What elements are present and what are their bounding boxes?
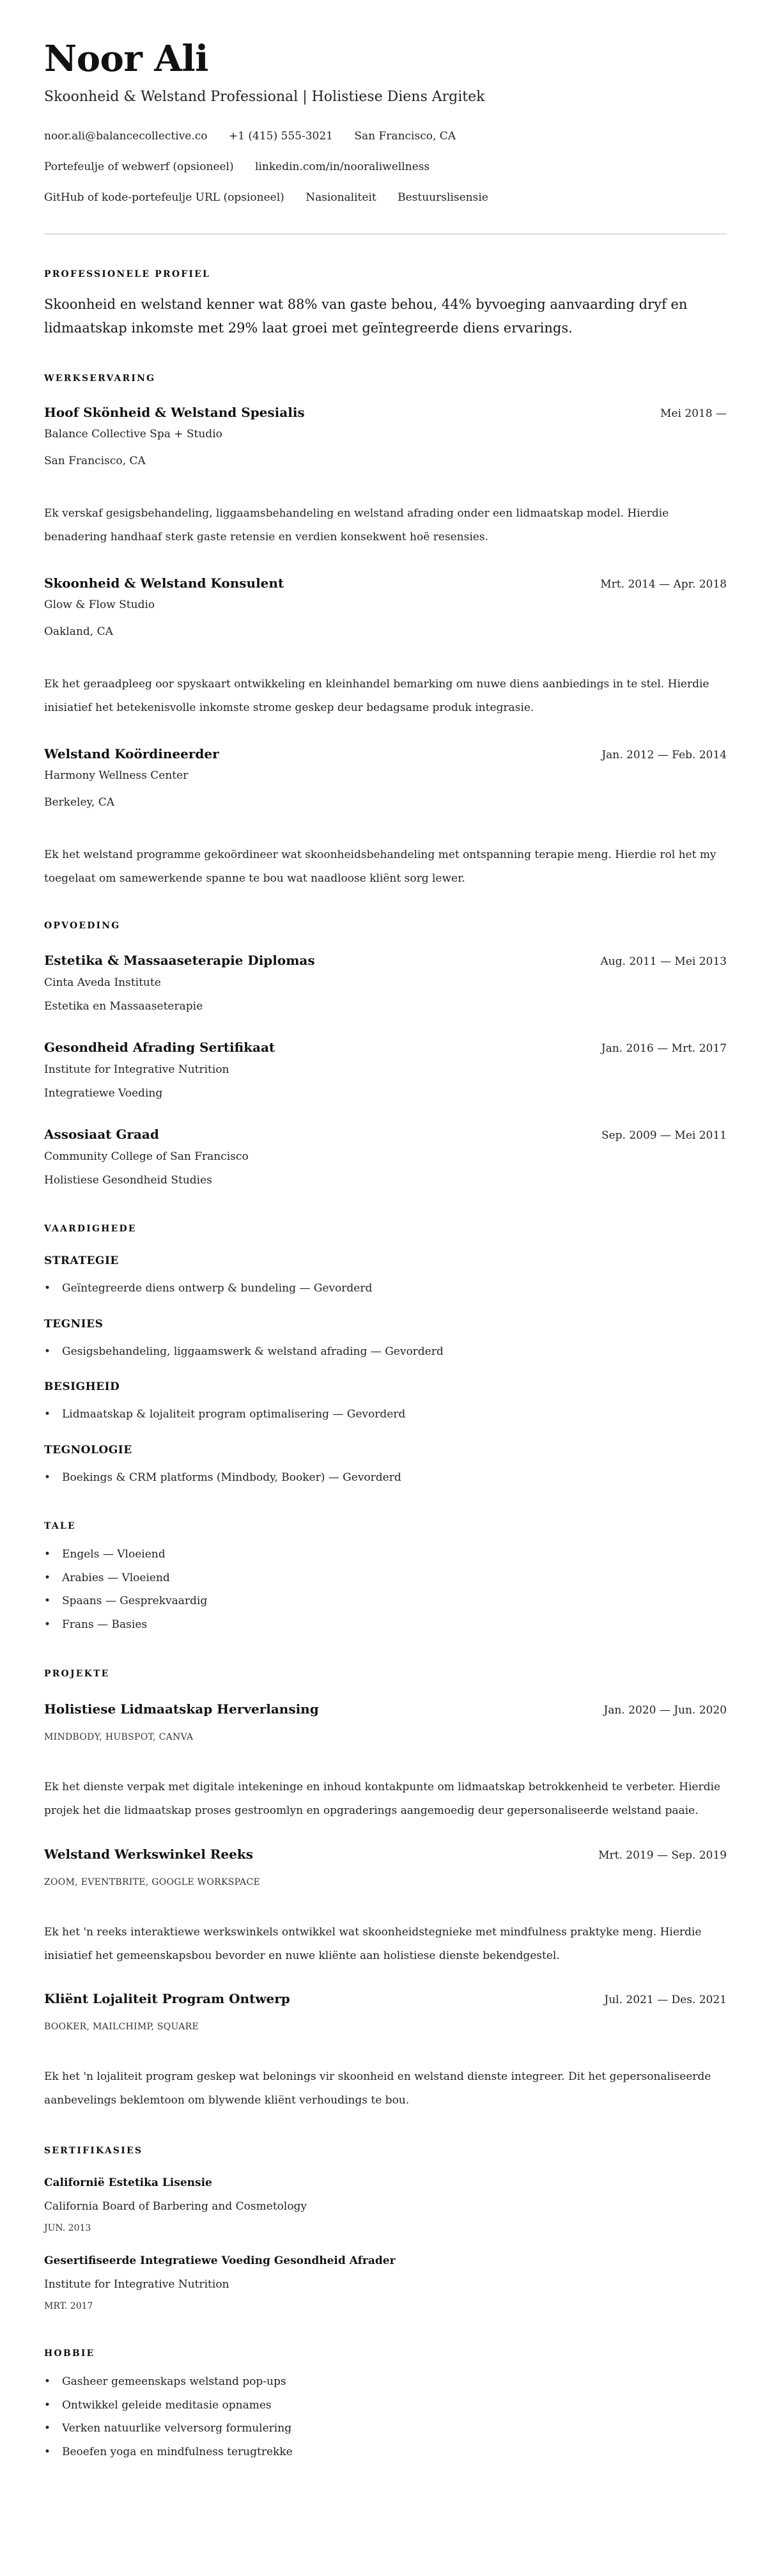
section-heading: HOBBIE [44, 2348, 95, 2359]
resume-header [44, 40, 727, 207]
project-dates: Mrt. 2019 — Sep. 2019 [598, 1848, 727, 1862]
field-of-study: Holistiese Gesondheid Studies [44, 1174, 212, 1187]
company-name: Harmony Wellness Center [44, 769, 189, 782]
drivers-license: Bestuurslisensie [398, 191, 488, 204]
institution-name: Institute for Integrative Nutrition [44, 1063, 229, 1076]
job-dates: Jan. 2012 — Feb. 2014 [601, 749, 727, 761]
job-dates: Mrt. 2014 — Apr. 2018 [600, 578, 727, 591]
education-entry [44, 951, 727, 1019]
project-description: Ek het dienste verpak met digitale intekeninge en inhoud kontakpunte om lidmaatskap betrokkenheid te verbeter. Hierdie projek het die lidmaatskap proses gestroomlyn en opgraderings aangemoedig deur gepersonaliseerde welstand paaie. [44, 1781, 720, 1817]
section-heading: WERKSERVARING [44, 373, 156, 384]
education-dates: Aug. 2011 — Mei 2013 [600, 955, 727, 968]
project-entry [44, 1845, 727, 1968]
education-section [44, 919, 727, 1192]
certification-entry [44, 2174, 727, 2235]
job-description: Ek verskaf gesigsbehandeling, liggaamsbehandeling en welstand afrading onder een lidmaatskap model. Hierdie benadering handhaaf sterk gaste retensie en verdien konsekwent hoë resensies. [44, 507, 669, 543]
certification-date: JUN. 2013 [44, 2223, 91, 2233]
skill-item: • Gesigsbehandeling, liggaamswerk & welstand afrading — Gevorderd [44, 1340, 727, 1364]
job-description: Ek het welstand programme gekoördineer wat skoonheidsbehandeling met ontspanning terapie meng. Hierdie rol het my toegelaat om samewerkende spanne te bou wat naadloose kliënt sorg lewer. [44, 848, 717, 885]
language-item: • Spaans — Gesprekvaardig [44, 1589, 727, 1613]
hobby-item: • Verken natuurlike velversorg formulering [44, 2417, 727, 2440]
hobbies-section [44, 2347, 727, 2463]
skill-item: • Lidmaatskap & lojaliteit program optimalisering — Gevorderd [44, 1403, 727, 1426]
phone-number: +1 (415) 555-3021 [228, 130, 333, 143]
job-dates: Mei 2018 — [660, 407, 727, 420]
degree-title: Estetika & Massaaseterapie Diplomas [44, 953, 315, 968]
section-heading: PROJEKTE [44, 1669, 110, 1679]
education-dates: Sep. 2009 — Mei 2011 [601, 1129, 727, 1142]
contact-info [44, 127, 727, 207]
project-title: Welstand Werkswinkel Reeks [44, 1846, 253, 1862]
profile-section [44, 268, 727, 340]
hobby-item: • Ontwikkel geleide meditasie opnames [44, 2394, 727, 2417]
skill-group-title: TEGNOLOGIE [44, 1443, 132, 1456]
email-link[interactable]: noor.ali@balancecollective.co [44, 130, 208, 143]
degree-title: Assosiaat Graad [44, 1127, 159, 1142]
hobby-list [44, 2370, 727, 2463]
skill-list [44, 1340, 727, 1364]
certifications-section [44, 2144, 727, 2313]
project-tech: MINDBODY, HUBSPOT, CANVA [44, 1732, 194, 1742]
contact-row [44, 188, 727, 207]
project-dates: Jan. 2020 — Jun. 2020 [603, 1704, 727, 1717]
job-title: Skoonheid & Welstand Konsulent [44, 575, 284, 591]
portfolio-link[interactable]: Portefeulje of webwerf (opsioneel) [44, 160, 234, 173]
certification-title: Californië Estetika Lisensie [44, 2176, 212, 2189]
project-entry [44, 1989, 727, 2112]
job-location: Berkeley, CA [44, 796, 114, 809]
project-tech: ZOOM, EVENTBRITE, GOOGLE WORKSPACE [44, 1877, 260, 1887]
contact-row [44, 157, 727, 176]
job-title: Welstand Koördineerder [44, 746, 219, 761]
location: San Francisco, CA [354, 130, 456, 143]
skill-group-title: STRATEGIE [44, 1254, 119, 1267]
skill-list [44, 1403, 727, 1426]
experience-section [44, 372, 727, 891]
company-name: Balance Collective Spa + Studio [44, 428, 222, 441]
contact-row [44, 127, 727, 146]
languages-section [44, 1520, 727, 1636]
hobby-item: • Gasheer gemeenskaps welstand pop-ups [44, 2370, 727, 2394]
education-entry [44, 1038, 727, 1105]
skill-list [44, 1466, 727, 1490]
education-dates: Jan. 2016 — Mrt. 2017 [601, 1042, 727, 1055]
language-item: • Engels — Vloeiend [44, 1543, 727, 1566]
project-dates: Jul. 2021 — Des. 2021 [604, 1994, 727, 2006]
experience-entry [44, 744, 727, 891]
nationality: Nasionaliteit [306, 191, 376, 204]
section-heading: VAARDIGHEDE [44, 1224, 137, 1234]
skill-group-title: TEGNIES [44, 1317, 104, 1331]
experience-entry [44, 403, 727, 549]
job-title: Hoof Skönheid & Welstand Spesialis [44, 405, 305, 420]
linkedin-link[interactable]: linkedin.com/in/nooraliwellness [255, 160, 430, 173]
certification-issuer: Institute for Integrative Nutrition [44, 2278, 229, 2291]
certification-entry [44, 2252, 727, 2313]
header-divider [44, 233, 727, 235]
project-description: Ek het 'n reeks interaktiewe werkswinkels ontwikkel wat skoonheidstegnieke met mindfulness praktyke meng. Hierdie inisiatief het gemeenskapsbou bevorder en nuwe kliënte aan holistiese dienste bekendgestel. [44, 1925, 702, 1962]
project-description: Ek het 'n lojaliteit program geskep wat belonings vir skoonheid en welstand dienste integreer. Dit het gepersonaliseerde aanbevelings beklemtoon om blywende kliënt verhoudings te bou. [44, 2070, 711, 2107]
institution-name: Community College of San Francisco [44, 1150, 249, 1163]
skills-section [44, 1222, 727, 1489]
experience-entry [44, 574, 727, 720]
project-entry [44, 1699, 727, 1823]
language-item: • Arabies — Vloeiend [44, 1566, 727, 1590]
hobby-item: • Beoefen yoga en mindfulness terugtrekke [44, 2440, 727, 2464]
project-title: Kliënt Lojaliteit Program Ontwerp [44, 1991, 290, 2006]
language-list [44, 1543, 727, 1636]
section-heading: SERTIFIKASIES [44, 2146, 143, 2156]
certification-date: MRT. 2017 [44, 2301, 93, 2311]
profile-summary: Skoonheid en welstand kenner wat 88% van gaste behou, 44% byvoeging aanvaarding dryf en lidmaatskap inkomste met 29% laat groei met geïntegreerde diens ervarings. [44, 297, 688, 336]
field-of-study: Integratiewe Voeding [44, 1087, 163, 1100]
candidate-name: Noor Ali [44, 38, 208, 80]
project-tech: BOOKER, MAILCHIMP, SQUARE [44, 2022, 199, 2032]
degree-title: Gesondheid Afrading Sertifikaat [44, 1040, 275, 1055]
skill-group-title: BESIGHEID [44, 1380, 120, 1393]
job-location: Oakland, CA [44, 625, 113, 638]
project-title: Holistiese Lidmaatskap Herverlansing [44, 1701, 319, 1717]
certification-title: Gesertifiseerde Integratiewe Voeding Gesondheid Afrader [44, 2254, 396, 2267]
section-heading: PROFESSIONELE PROFIEL [44, 269, 211, 279]
section-heading: TALE [44, 1521, 76, 1531]
field-of-study: Estetika en Massaaseterapie [44, 1000, 203, 1013]
company-name: Glow & Flow Studio [44, 598, 155, 611]
section-heading: OPVOEDING [44, 921, 121, 931]
candidate-headline: Skoonheid & Welstand Professional | Holistiese Diens Argitek [44, 89, 485, 105]
skill-item: • Geïntegreerde diens ontwerp & bundeling — Gevorderd [44, 1277, 727, 1300]
job-location: San Francisco, CA [44, 455, 146, 467]
education-entry [44, 1125, 727, 1192]
certification-issuer: California Board of Barbering and Cosmetology [44, 2200, 307, 2213]
github-link[interactable]: GitHub of kode-portefeulje URL (opsioneel) [44, 191, 284, 204]
skill-list [44, 1277, 727, 1300]
language-item: • Frans — Basies [44, 1613, 727, 1637]
job-description: Ek het geraadpleeg oor spyskaart ontwikkeling en kleinhandel bemarking om nuwe diens aanbiedings in te stel. Hierdie inisiatief het betekenisvolle inkomste strome geskep deur bedagsame produk integrasie. [44, 678, 709, 714]
projects-section [44, 1667, 727, 2112]
skill-item: • Boekings & CRM platforms (Mindbody, Booker) — Gevorderd [44, 1466, 727, 1490]
institution-name: Cinta Aveda Institute [44, 976, 161, 989]
